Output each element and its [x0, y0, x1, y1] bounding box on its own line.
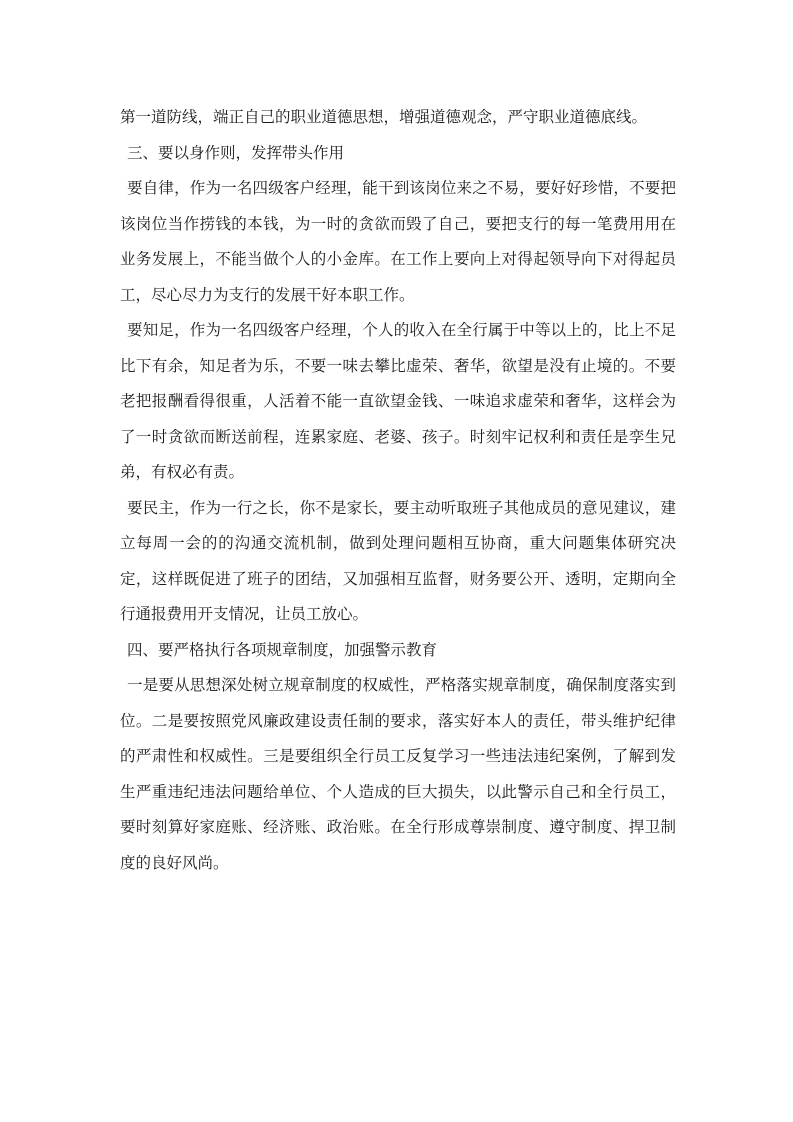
- paragraph-rules-enforcement: 一是要从思想深处树立规章制度的权威性，严格落实规章制度，确保制度落实到位。二是要按照党风廉政建设责任制的要求，落实好本人的责任，带头维护纪律的严肃性和权威性。三是要组织全行员工反复学习一些违法违纪案例，了解到发生严重违纪违法问题给单位、个人造成的巨大损失，以此警示自己和全行员工，要时刻算好家庭账、经济账、政治账。在全行形成尊崇制度、遵守制度、捍卫制度的良好风尚。: [120, 676, 676, 872]
- section-heading-lead-by-example: 三、要以身作则，发挥带头作用: [127, 143, 345, 162]
- paragraph-contentment: 要知足，作为一名四级客户经理，个人的收入在全行属于中等以上的，比上不足比下有余，知足者为乐，不要一味去攀比虚荣、奢华，欲望是没有止境的。不要老把报酬看得很重，人活着不能一直欲望金钱、一味追求虚荣和奢华，这样会为了一时贪欲而断送前程，连累家庭、老婆、孩子。时刻牢记权利和责任是孪生兄弟，有权必有责。: [120, 321, 676, 481]
- paragraph-line-of-defense: 第一道防线，端正自己的职业道德思想，增强道德观念，严守职业道德底线。: [120, 108, 648, 126]
- section-heading-rules-and-warning-education: 四、要严格执行各项规章制度，加强警示教育: [127, 640, 438, 659]
- paragraph-self-discipline: 要自律，作为一名四级客户经理，能干到该岗位来之不易，要好好珍惜，不要把该岗位当作捞钱的本钱，为一时的贪欲而毁了自己，要把支行的每一笔费用用在业务发展上，不能当做个人的小金库。在工作上要向上对得起领导向下对得起员工，尽心尽力为支行的发展干好本职工作。: [120, 179, 676, 304]
- document-body: [120, 100, 676, 881]
- paragraph-democracy: 要民主，作为一行之长，你不是家长，要主动听取班子其他成员的意见建议，建立每周一会的的沟通交流机制，做到处理问题相互协商，重大问题集体研究决定，这样既促进了班子的团结，又加强相互监督，财务要公开、透明，定期向全行通报费用开支情况，让员工放心。: [120, 498, 676, 623]
